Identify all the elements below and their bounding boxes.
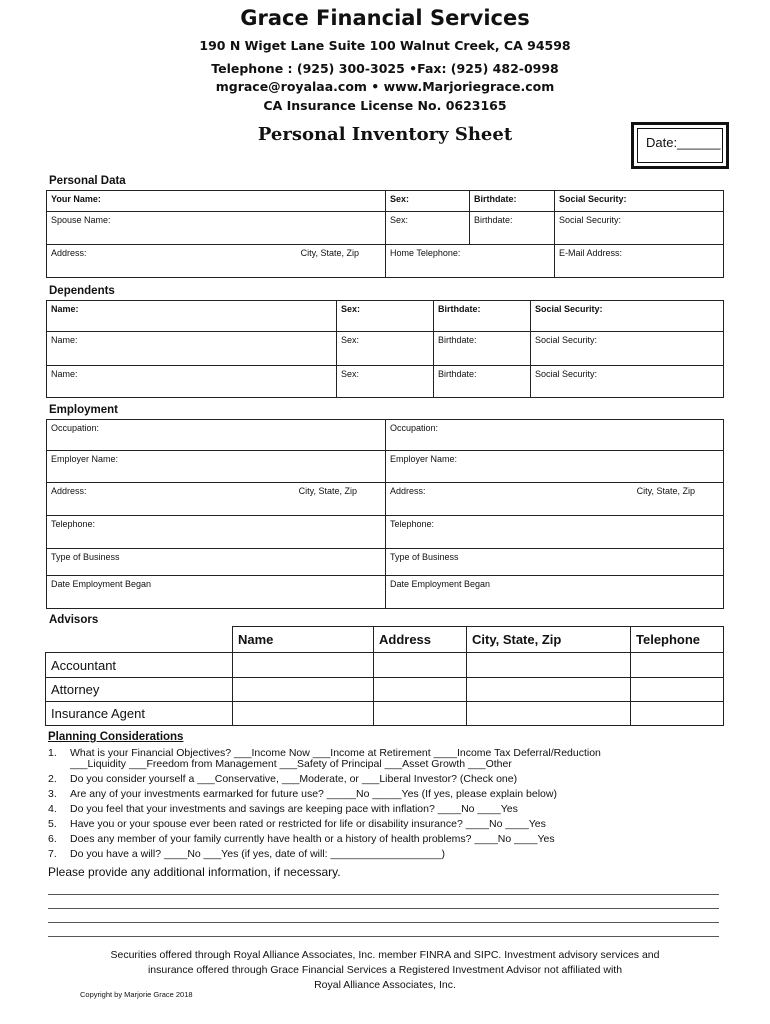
date-field[interactable]: Date:______ (637, 128, 723, 163)
employer-name-field[interactable]: Employer Name: (47, 451, 386, 483)
company-phones: Telephone : (925) 300-3025 •Fax: (925) 482-0998 (211, 61, 559, 76)
disclosure-line: insurance offered through Grace Financial Services a Registered Investment Advisor not affiliated with (147, 964, 623, 976)
personal-data-label: Personal Data (49, 175, 126, 187)
sheet-title: Personal Inventory Sheet (257, 124, 513, 145)
dependent-ssn-field[interactable]: Social Security: (531, 366, 724, 398)
advisors-corner (46, 627, 233, 653)
address-field[interactable] (47, 245, 386, 278)
question-text: Do you consider yourself a ___Conservative, ___Moderate, or ___Liberal Investor? (Check one) (70, 773, 518, 785)
personal-data-table (46, 190, 724, 278)
question-item (48, 772, 738, 787)
dependent-birthdate-field[interactable]: Birthdate: (434, 332, 531, 366)
question-item (48, 757, 738, 772)
answer-line[interactable] (48, 908, 719, 909)
spouse-occupation-field[interactable]: Occupation: (386, 420, 724, 451)
dependent-ssn-field[interactable]: Social Security: (531, 332, 724, 366)
advisor-telephone-cell[interactable] (631, 702, 724, 726)
city-state-zip-label: City, State, Zip (298, 486, 357, 496)
email-field[interactable]: E-Mail Address: (555, 245, 724, 278)
advisor-row-label: Accountant (46, 653, 233, 678)
employment-date-field[interactable]: Date Employment Began (47, 576, 386, 609)
dependent-sex-field[interactable]: Sex: (337, 366, 434, 398)
dependents-table (46, 300, 724, 398)
employer-telephone-field[interactable]: Telephone: (47, 516, 386, 549)
question-text: ___Liquidity ___Freedom from Management ___Safety of Principal ___Asset Growth ___Other (70, 758, 512, 770)
spouse-ssn-field[interactable]: Social Security: (555, 212, 724, 245)
occupation-field[interactable]: Occupation: (47, 420, 386, 451)
planning-label: Planning Considerations (48, 731, 184, 743)
city-state-zip-label: City, State, Zip (636, 486, 695, 496)
advisor-name-cell[interactable] (233, 678, 374, 702)
dependent-birthdate-field[interactable]: Birthdate: (434, 301, 531, 332)
question-item (48, 832, 738, 847)
question-number: 3. (48, 788, 57, 800)
employment-table (46, 419, 724, 609)
question-item (48, 847, 738, 862)
advisor-address-cell[interactable] (374, 678, 467, 702)
question-text: Do you feel that your investments and savings are keeping pace with inflation? ____No ____Yes (70, 803, 518, 815)
address-label: Address: (390, 486, 426, 496)
question-number: 4. (48, 803, 57, 815)
spouse-business-type-field[interactable]: Type of Business (386, 549, 724, 576)
question-text: Do you have a will? ____No ___Yes (if yes, date of will: ___________________) (70, 848, 445, 860)
advisor-city-cell[interactable] (467, 653, 631, 678)
advisor-city-header: City, State, Zip (467, 627, 631, 653)
question-number: 7. (48, 848, 57, 860)
question-item (48, 802, 738, 817)
planning-questions (48, 746, 738, 862)
question-text: Have you or your spouse ever been rated or restricted for life or disability insurance? ____No ____Yes (70, 818, 546, 830)
question-text: What is your Financial Objectives? ___Income Now ___Income at Retirement ____Income Tax Deferral/Reduction (70, 747, 601, 759)
advisor-address-cell[interactable] (374, 653, 467, 678)
advisors-table (45, 626, 724, 726)
additional-info-prompt: Please provide any additional information, if necessary. (48, 865, 341, 879)
dependent-name-field[interactable]: Name: (47, 301, 337, 332)
spouse-name-field[interactable]: Spouse Name: (47, 212, 386, 245)
home-telephone-field[interactable]: Home Telephone: (386, 245, 555, 278)
dependent-ssn-field[interactable]: Social Security: (531, 301, 724, 332)
dependents-label: Dependents (49, 285, 115, 297)
answer-line[interactable] (48, 922, 719, 923)
disclosure (60, 948, 710, 993)
question-number: 1. (48, 747, 57, 759)
advisor-address-header: Address (374, 627, 467, 653)
advisor-row-label: Insurance Agent (46, 702, 233, 726)
dependent-name-field[interactable]: Name: (47, 332, 337, 366)
question-item (48, 817, 738, 832)
city-state-zip-label: City, State, Zip (300, 248, 359, 258)
address-label: Address: (51, 248, 87, 258)
address-label: Address: (51, 486, 87, 496)
advisor-name-cell[interactable] (233, 702, 374, 726)
birthdate-field[interactable]: Birthdate: (470, 191, 555, 212)
advisors-label: Advisors (49, 614, 99, 626)
advisor-name-cell[interactable] (233, 653, 374, 678)
advisor-name-header: Name (233, 627, 374, 653)
ssn-field[interactable]: Social Security: (555, 191, 724, 212)
advisor-city-cell[interactable] (467, 678, 631, 702)
company-web: mgrace@royalaa.com • www.Marjoriegrace.com (215, 79, 555, 94)
question-number: 2. (48, 773, 57, 785)
disclosure-line: Securities offered through Royal Alliance Associates, Inc. member FINRA and SIPC. Investment advisory services and (110, 949, 660, 961)
spouse-employer-address-field[interactable] (386, 483, 724, 516)
disclosure-line: Royal Alliance Associates, Inc. (314, 979, 456, 991)
sex-field[interactable]: Sex: (386, 191, 470, 212)
copyright: Copyright by Marjorie Grace 2018 (80, 990, 193, 999)
business-type-field[interactable]: Type of Business (47, 549, 386, 576)
question-item (48, 787, 738, 802)
question-text: Are any of your investments earmarked for future use? _____No _____Yes (If yes, please explain below) (70, 788, 557, 800)
spouse-employer-name-field[interactable]: Employer Name: (386, 451, 724, 483)
spouse-employer-telephone-field[interactable]: Telephone: (386, 516, 724, 549)
question-number: 5. (48, 818, 57, 830)
question-number: 6. (48, 833, 57, 845)
question-text: Does any member of your family currently have health or a history of health problems? ____No ____Yes (70, 833, 555, 845)
spouse-sex-field[interactable]: Sex: (386, 212, 470, 245)
dependent-sex-field[interactable]: Sex: (337, 332, 434, 366)
spouse-employment-date-field[interactable]: Date Employment Began (386, 576, 724, 609)
your-name-field[interactable]: Your Name: (47, 191, 386, 212)
dependent-birthdate-field[interactable]: Birthdate: (434, 366, 531, 398)
advisor-address-cell[interactable] (374, 702, 467, 726)
spouse-birthdate-field[interactable]: Birthdate: (470, 212, 555, 245)
advisor-city-cell[interactable] (467, 702, 631, 726)
company-address: 190 N Wiget Lane Suite 100 Walnut Creek, CA 94598 (199, 38, 571, 53)
dependent-name-field[interactable]: Name: (47, 366, 337, 398)
advisor-telephone-cell[interactable] (631, 653, 724, 678)
dependent-sex-field[interactable]: Sex: (337, 301, 434, 332)
advisor-telephone-cell[interactable] (631, 678, 724, 702)
question-number (48, 757, 70, 772)
license-number: CA Insurance License No. 0623165 (263, 98, 507, 113)
advisor-telephone-header: Telephone (631, 627, 724, 653)
answer-line[interactable] (48, 936, 719, 937)
advisor-row-label: Attorney (46, 678, 233, 702)
date-box[interactable] (631, 122, 729, 169)
answer-line[interactable] (48, 894, 719, 895)
employer-address-field[interactable] (47, 483, 386, 516)
company-name: Grace Financial Services (240, 6, 530, 30)
employment-label: Employment (49, 404, 119, 416)
